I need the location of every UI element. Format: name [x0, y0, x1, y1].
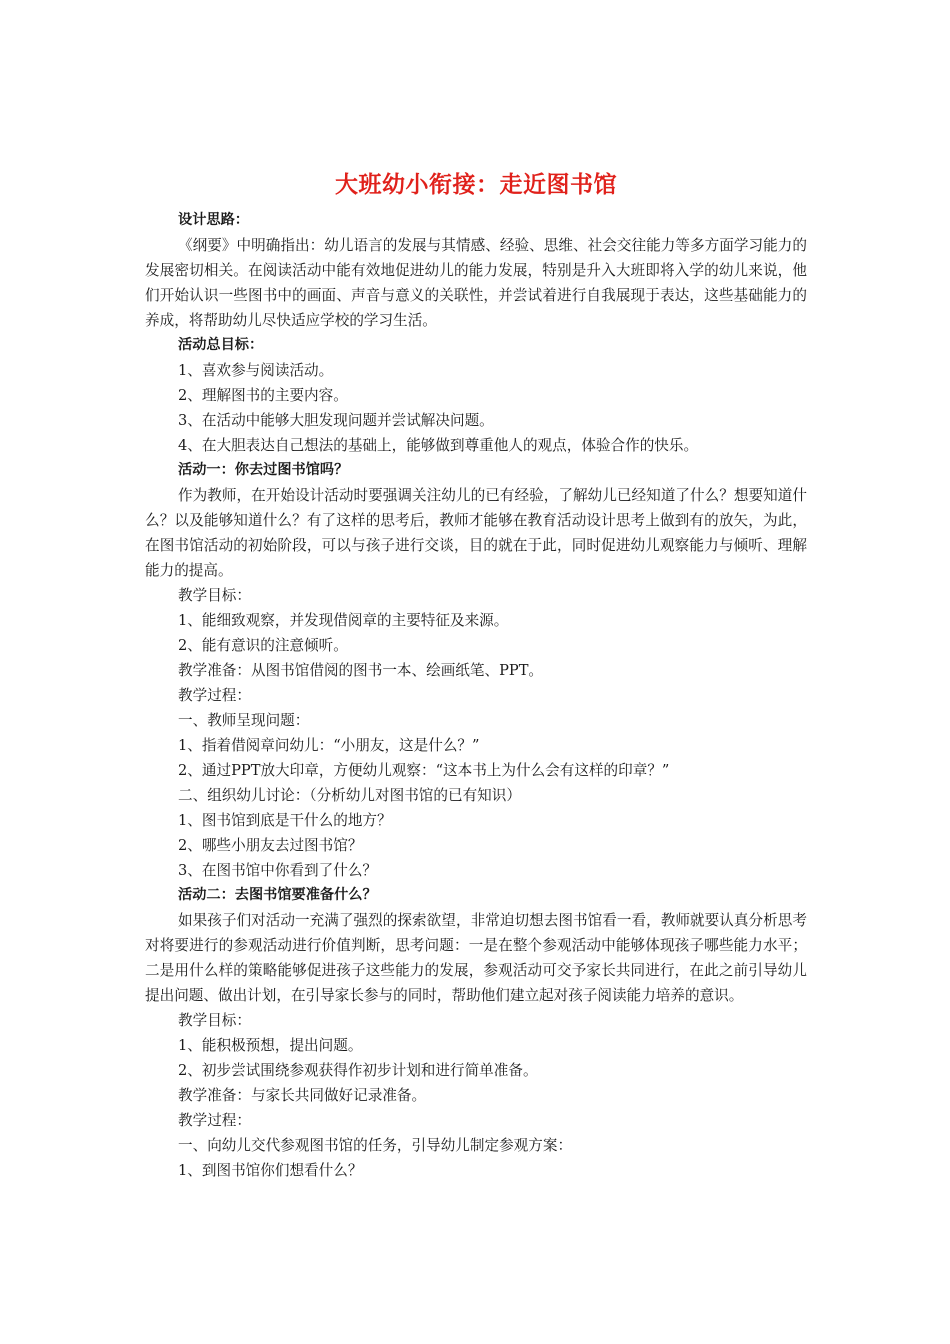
paragraph: 教学过程：: [178, 1112, 251, 1129]
paragraph: 1、能积极预想，提出问题。: [178, 1037, 363, 1054]
paragraph: 2、哪些小朋友去过图书馆？: [178, 837, 363, 854]
paragraph: 《纲要》中明确指出：幼儿语言的发展与其情感、经验、思维、社会交往能力等多方面学习能力的发展密切相关。在阅读活动中能有效地促进幼儿的能力发展，特别是升入大班即将入学的幼儿来说，他们开始认识一些图书中的画面、声音与意义的关联性，并尝试着进行自我展现于表达，这些基础能力的养成，将帮助幼儿尽快适应学校的学习生活。: [145, 237, 807, 329]
paragraph: 2、初步尝试围绕参观获得作初步计划和进行简单准备。: [178, 1062, 538, 1079]
document-body: [145, 208, 807, 1183]
paragraph: 1、到图书馆你们想看什么？: [178, 1162, 363, 1179]
section-heading: 活动一：你去过图书馆吗？: [178, 462, 349, 478]
section-heading: 活动总目标：: [178, 337, 264, 353]
section-heading: 活动二：去图书馆要准备什么？: [178, 887, 377, 903]
paragraph: 1、喜欢参与阅读活动。: [178, 362, 334, 379]
paragraph: 1、能细致观察，并发现借阅章的主要特征及来源。: [178, 612, 509, 629]
paragraph: 1、图书馆到底是干什么的地方？: [178, 812, 392, 829]
paragraph: 4、在大胆表达自己想法的基础上，能够做到尊重他人的观点，体验合作的快乐。: [178, 437, 699, 454]
paragraph: 二、组织幼儿讨论：（分析幼儿对图书馆的已有知识）: [178, 787, 521, 804]
document-page: [145, 168, 807, 1183]
paragraph: 教学准备：从图书馆借阅的图书一本、绘画纸笔、PPT。: [178, 662, 544, 679]
paragraph: 教学过程：: [178, 687, 251, 704]
paragraph: 教学目标：: [178, 587, 251, 604]
paragraph: 一、教师呈现问题：: [178, 712, 310, 729]
paragraph: 教学目标：: [178, 1012, 251, 1029]
paragraph: 2、通过PPT放大印章，方便幼儿观察：“这本书上为什么会有这样的印章？”: [178, 762, 670, 779]
paragraph: 2、能有意识的注意倾听。: [178, 637, 348, 654]
document-title: 大班幼小衔接：走近图书馆: [335, 172, 617, 198]
paragraph: 如果孩子们对活动一充满了强烈的探索欲望，非常迫切想去图书馆看一看，教师就要认真分析思考对将要进行的参观活动进行价值判断，思考问题：一是在整个参观活动中能够体现孩子哪些能力水平；二是用什么样的策略能够促进孩子这些能力的发展，参观活动可交予家长共同进行，在此之前引导幼儿提出问题、做出计划，在引导家长参与的同时，帮助他们建立起对孩子阅读能力培养的意识。: [145, 912, 807, 1004]
paragraph: 教学准备：与家长共同做好记录准备。: [178, 1087, 427, 1104]
paragraph: 3、在图书馆中你看到了什么？: [178, 862, 378, 879]
paragraph: 1、指着借阅章问幼儿：“小朋友，这是什么？”: [178, 737, 480, 754]
paragraph: 2、理解图书的主要内容。: [178, 387, 348, 404]
paragraph: 作为教师，在开始设计活动时要强调关注幼儿的已有经验，了解幼儿已经知道了什么？想要知道什么？以及能够知道什么？有了这样的思考后，教师才能够在教育活动设计思考上做到有的放矢，为此，在图书馆活动的初始阶段，可以与孩子进行交谈，目的就在于此，同时促进幼儿观察能力与倾听、理解能力的提高。: [145, 487, 807, 579]
paragraph: 3、在活动中能够大胆发现问题并尝试解决问题。: [178, 412, 494, 429]
section-heading: 设计思路：: [178, 212, 249, 228]
paragraph: 一、向幼儿交代参观图书馆的任务，引导幼儿制定参观方案：: [178, 1137, 573, 1154]
